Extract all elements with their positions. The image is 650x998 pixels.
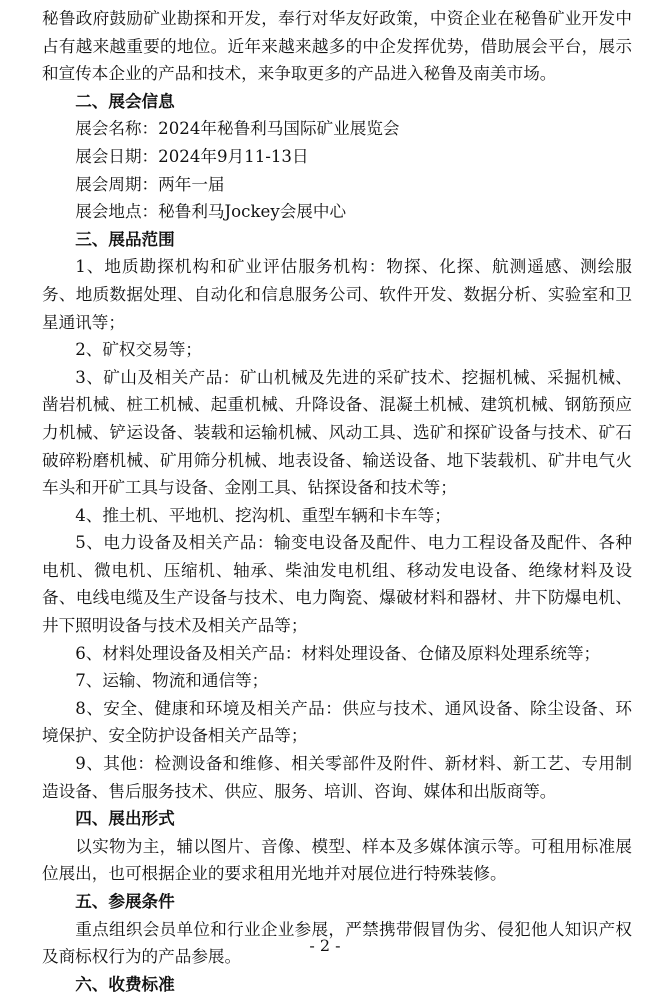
exhibition-venue: 展会地点：秘鲁利马Jockey会展中心: [75, 202, 347, 222]
section-heading-fee-standard: 六、收费标准: [75, 974, 175, 994]
exhibition-form-text: 以实物为主，辅以图片、音像、模型、样本及多媒体演示等。可租用标准展位展出，也可根据企业的要求租用光地并对展位进行特殊装修。: [42, 836, 632, 884]
section-heading-exhibit-scope: 三、展品范围: [75, 229, 175, 249]
exhibition-name: 展会名称：2024年秘鲁利马国际矿业展览会: [75, 119, 400, 139]
exhibition-date: 展会日期：2024年9月11-13日: [75, 146, 309, 166]
scope-item-9: 9、其他：检测设备和维修、相关零部件及附件、新材料、新工艺、专用制造设备、售后服务技术、供应、服务、培训、咨询、媒体和出版商等。: [42, 754, 632, 801]
scope-item-7: 7、运输、物流和通信等；: [75, 671, 269, 691]
scope-item-6: 6、材料处理设备及相关产品：材料处理设备、仓储及原料处理系统等；: [75, 643, 601, 663]
scope-item-5: 5、电力设备及相关产品：输变电设备及配件、电力工程设备及配件、各种电机、微电机、压缩机、轴承、柴油发电机组、移动发电设备、绝缘材料及设备、电线电缆及生产设备与技术、电力陶瓷、爆破材料和器材、井下防爆电机、井下照明设备与技术及相关产品等；: [42, 533, 632, 636]
scope-item-1: 1、地质勘探机构和矿业评估服务机构：物探、化探、航测遥感、测绘服务、地质数据处理、自动化和信息服务公司、软件开发、数据分析、实验室和卫星通讯等；: [42, 257, 632, 332]
scope-item-4: 4、推土机、平地机、挖沟机、重型车辆和卡车等；: [75, 505, 451, 525]
scope-item-2: 2、矿权交易等；: [75, 340, 202, 360]
section-heading-exhibition-form: 四、展出形式: [75, 809, 175, 829]
exhibition-cycle: 展会周期：两年一届: [75, 174, 225, 194]
section-heading-participation-conditions: 五、参展条件: [75, 892, 175, 911]
section-heading-exhibition-info: 二、展会信息: [75, 91, 175, 111]
intro-paragraph: 秘鲁政府鼓励矿业勘探和开发，奉行对华友好政策，中资企业在秘鲁矿业开发中占有越来越重要的地位。近年来越来越多的中企发挥优势，借助展会平台，展示和宣传本企业的产品和技术，来争取更多的产品进入秘鲁及南美市场。: [42, 9, 632, 84]
participation-conditions-text: 重点组织会员单位和行业企业参展，严禁携带假冒伪劣、侵犯他人知识产权及商标权行为的产品参展。: [42, 919, 632, 967]
scope-item-8: 8、安全、健康和环境及相关产品：供应与技术、通风设备、除尘设备、环境保护、安全防护设备相关产品等；: [42, 698, 632, 746]
page-number: - 2 -: [309, 936, 341, 955]
scope-item-3: 3、矿山及相关产品：矿山机械及先进的采矿技术、挖掘机械、采掘机械、凿岩机械、桩工机械、起重机械、升降设备、混凝土机械、建筑机械、钢筋预应力机械、铲运设备、装载和运输机械、风动工具、选矿和探矿设备与技术、矿石破碎粉磨机械、矿用筛分机械、地表设备、输送设备、地下装载机、矿井电气火车头和开矿工具与设备、金刚工具、钻探设备和技术等；: [42, 367, 632, 498]
